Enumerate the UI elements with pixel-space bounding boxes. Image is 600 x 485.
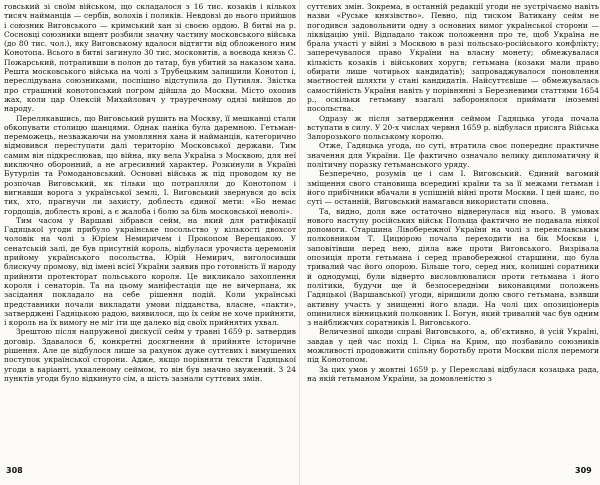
right-page — [307, 2, 599, 464]
left-paragraph-4: Зрештою після напруженої дискусії сейм у травні 1659 р. затвердив договір. Здавалося б, конкретні досягнення й прийняте історичне рішення. Але це відбулося лише за рахунок дуже суттєвих і вимушених поступок української сторони. Адже, якщо порівняти тексти Гадяцької угоди в варіанті, ухваленому сеймом, то він був значно звужений. З 24 пунктів угоди було відкинуто сім, а шість зазнали суттєвих змін. — [4, 327, 296, 383]
right-paragraph-1: суттєвих змін. Зокрема, в останній редакції угоди не зустрічаємо навіть назви «Руське князівство». Певно, під тиском Ватикану сейм не погодився задовольнити одну з основних вимог української сторони — ліквідацію унії. Відпадало також положення про те, щоб Україна не брала участі у війні з Москвою в разі польсько-російського конфлікту; заперечувалося право України на власну монету; обмежувалася кількість козаків і військових хоругв; гетьмана (козаки мали право обирати лише чотирьох кандидатів); запроваджувалося поновлення маєтностей шляхти у стані кандидатів. Найсуттєвіше — обмежувалась самостійність України навіть у порівнянні з Березневими статтями 1654 р., оскільки гетьману взагалі заборонялося приймати іноземні посольства. — [307, 2, 599, 114]
right-page-number: 309 — [575, 466, 592, 475]
right-paragraph-3: Отже, Гадяцька угода, по суті, втратила своє попереднє практичне значення для України. Це фактично означало велику дипломатичну й політичну поразку гетьманського уряду. — [307, 141, 599, 170]
right-paragraph-5: Та, видно, доля вже остаточно відвернулася від нього. В умовах нового наступу російських військ Польща фактично не подавала ніякої допомоги. Старшина Лівобережної України на чолі з переяславським полковником Т. Цицюрою почала переходити на бік Москви і, заповітівши перед нею, діяла вже проти Виговського. Визрівала опозиція проти гетьмана і серед правобережної старшини, що була тривалий час його опорою. Більше того, серед них, колишні соратники й однодумці, були відверто висловлювалися проти гетьмана і його політики, будучи ще й безпосередніми виконавцями положень Гадяцької (Варшавської) угоди, віришили долю свого гетьмана, взявши активну участь у знищенні його влади. На чолі цих опозиціонерів опинилися вінницький полковник І. Богун, який тривалий час був одним з найближчих соратників І. Виговського. — [307, 206, 599, 328]
right-paragraph-6: Величезної шкоди справі Виговського, а, об'єктивно, й усій Україні, завдав у цей час похід І. Сірка на Крим, що позбавило союзників можливості продовжити спільну боротьбу проти Москви після перемоги під Конотопом. — [307, 327, 599, 365]
left-page-number: 308 — [6, 466, 23, 475]
right-paragraph-2: Одразу ж після затвердження сеймом Гадяцька угода почала вступати в силу. У 20-х числах червня 1659 р. відбулася присяга Війська Запорозького польському королю. — [307, 113, 599, 142]
left-paragraph-2: Перелякавшись, що Виговський рушить на Москву, її мешканці стали обкопувати столицю шанцями. Однак паніка була даремною. Гетьман-переможець, незважаючи на умовляння хана й найманців, категорично відмовився переступати далі територію Московської держави. Тим самим він підкреслював, що війна, яку вела Україна з Москвою, для неї виключно оборонний, а не агресивний характер. Розкинули в Україні Бутурлін та Ромодановський. Основні війська ж під проводом ку не розпочав Виговський, як тільки що потрапляли до Конотопом і вигнавши ворога з української землі, І. Виговський звернувся до всіх тих, хто, прагнучи ли захисту, доблесть єдиної мети: «Бо немає гордощів, доблесть крові, а є жалоба і болю за біль московської неволі». — [4, 113, 296, 216]
right-paragraph-4: Безперечно, розумів це і сам І. Виговський. Єдиний вагомий зміщення свого становища всередині країни та за її межами гетьман і його прибічники вбачали в успішній війні проти Москви. І цей шанс, по суті — останній, Виговський намагався використати сповна. — [307, 169, 599, 207]
left-page — [4, 2, 296, 464]
page-gutter — [299, 0, 300, 485]
left-paragraph-3: Тим часом у Варшаві зібрався сейм, на який для ратифікації Гадяцької угоди прибуло українське посольство у кількості двохсот чоловік на чолі з Юрієм Немиричем і Прокопом Верещакою. У сенатській залі, де був присутній король, відбулася урочиста церемонія прийому українського посольства. Юрій Немирич, виголосивши блискучу промову, від імені всієї України заявив про готовність її народу прийняти протекторат польського короля. Це викликало захоплення короля і сенаторів. Та на цьому маніфестація ще не вичерпана, як засідання покладало на себе рішення подій. Коли українські представники почали викладати умови підданства, власне, «пакти», затверджені Гадяцькою радою, виявилося, що їх сейм не хоче прийняти, і король на їх вимогу не міг іти ще далеко від своїх прийнятих ухвал. — [4, 215, 296, 328]
right-paragraph-7: За цих умов у жовтні 1659 р. у Переяславі відбулася козацька рада, на якій гетьманом України, за домовленістю з — [307, 364, 599, 383]
left-paragraph-1: говський зі своїм військом, що складалося з 16 тис. козаків і кількох тисяч найманців — сербів, волохів і поляків. Невдовзі до нього прийшов і союзник Виговського — кримський хан зі своєю ордою. В битві на р. Сосновці союзники вщент розбили значну частину московського війська (до 80 тис. чол.), яку Виговському вдалося відтягти від обложеного ним Конотопа. Всього в битві загинуло 30 тис. московитів, а воєвода князь С. Пожарський, потрапивши в полон до татар, був убитий за наказом хана. Решта московського війська на чолі з Трубецьким залишили Конотоп і, переслідувана союзниками, поспішно відступила до Путивля. Звістка про страшний конотопський погром дійшла до Москви. Місто охопив жах, коли цар Олексій Михайлович у трауречному одязі вийшов до народу. — [4, 2, 296, 114]
